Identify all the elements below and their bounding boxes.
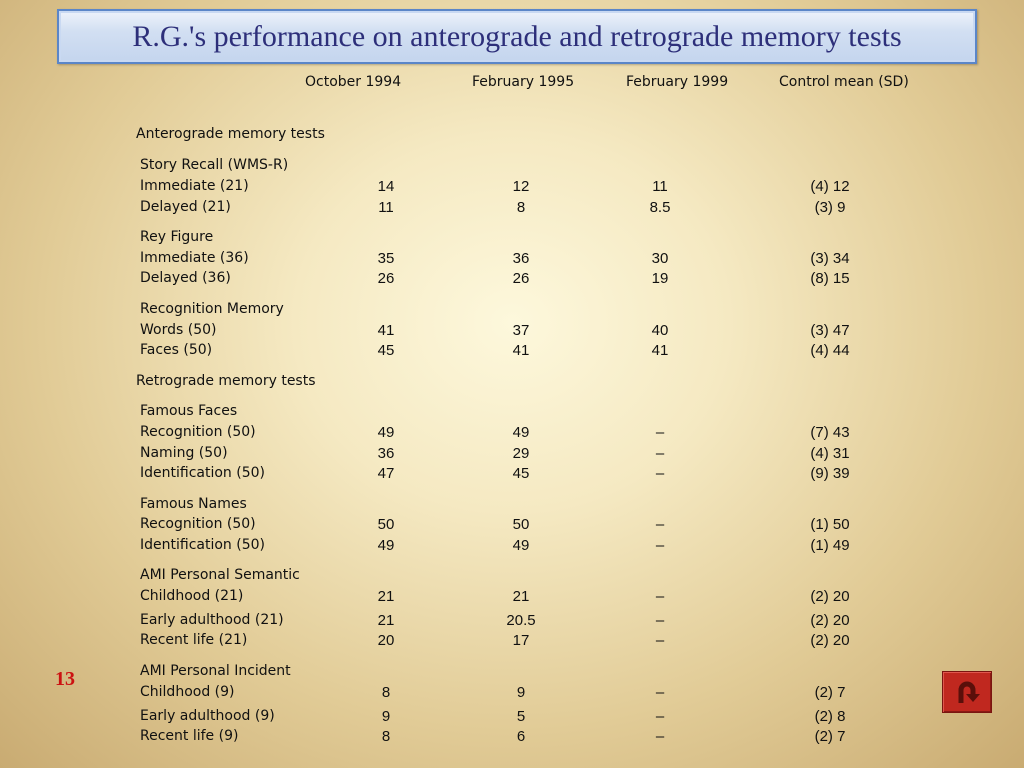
row-label: Identification (50) — [140, 537, 265, 553]
score-cell: 8 — [516, 199, 526, 216]
score-cell: 8 — [381, 684, 391, 701]
row-label: Recognition (50) — [140, 424, 256, 440]
score-cell: 14 — [377, 178, 395, 195]
group-title: AMI Personal Incident — [140, 663, 291, 679]
score-cell: – — [655, 684, 665, 701]
score-cell: – — [655, 424, 665, 441]
group-title-row — [0, 663, 1024, 683]
score-cell: – — [655, 588, 665, 605]
table-row — [0, 322, 1024, 342]
score-cell: (4) 12 — [810, 178, 850, 195]
row-label: Childhood (21) — [140, 588, 244, 604]
score-cell: (4) 44 — [810, 342, 850, 359]
score-cell: 40 — [651, 322, 669, 339]
row-label: Early adulthood (9) — [140, 708, 275, 724]
score-cell: 35 — [377, 250, 395, 267]
score-cell: 19 — [651, 270, 669, 287]
score-cell: 20.5 — [506, 612, 536, 629]
score-cell: 26 — [512, 270, 530, 287]
score-cell: 20 — [377, 632, 395, 649]
table-row — [0, 632, 1024, 652]
row-label: Words (50) — [140, 322, 217, 338]
group-title: Famous Names — [140, 496, 247, 512]
row-label: Early adulthood (21) — [140, 612, 284, 628]
section-heading: Anterograde memory tests — [136, 126, 325, 142]
row-label: Childhood (9) — [140, 684, 235, 700]
score-cell: 9 — [516, 684, 526, 701]
table-row — [0, 250, 1024, 270]
score-cell: 11 — [652, 178, 668, 195]
table-row — [0, 708, 1024, 728]
score-cell: (7) 43 — [810, 424, 850, 441]
slide-number: 13 — [55, 668, 75, 690]
score-cell: 41 — [512, 342, 530, 359]
table-row — [0, 612, 1024, 632]
score-cell: 36 — [377, 445, 395, 462]
score-cell: 29 — [512, 445, 530, 462]
section-heading: Retrograde memory tests — [136, 373, 316, 389]
table-row — [0, 342, 1024, 362]
score-cell: 41 — [651, 342, 669, 359]
score-cell: 45 — [377, 342, 395, 359]
u-turn-arrow-icon — [952, 677, 982, 707]
score-cell: (2) 20 — [810, 612, 850, 629]
row-label: Delayed (36) — [140, 270, 231, 286]
column-header-feb-1995: February 1995 — [472, 74, 575, 90]
return-button[interactable] — [942, 671, 992, 713]
score-cell: (4) 31 — [810, 445, 850, 462]
score-cell: 11 — [378, 199, 394, 216]
table-row — [0, 424, 1024, 444]
row-label: Delayed (21) — [140, 199, 231, 215]
row-label: Faces (50) — [140, 342, 213, 358]
score-cell: (1) 49 — [810, 537, 850, 554]
score-cell: – — [655, 465, 665, 482]
row-label: Recognition (50) — [140, 516, 256, 532]
score-cell: – — [655, 632, 665, 649]
row-label: Identification (50) — [140, 465, 265, 481]
score-cell: 17 — [512, 632, 530, 649]
score-cell: 49 — [377, 537, 395, 554]
column-header-control-mean: Control mean (SD) — [779, 74, 909, 90]
score-cell: 50 — [377, 516, 395, 533]
row-label: Immediate (36) — [140, 250, 249, 266]
score-cell: – — [655, 612, 665, 629]
score-cell: 9 — [381, 708, 391, 725]
table-row — [0, 588, 1024, 608]
score-cell: 26 — [377, 270, 395, 287]
table-row — [0, 178, 1024, 198]
score-cell: (2) 7 — [814, 684, 846, 701]
table-row — [0, 516, 1024, 536]
group-title-row — [0, 496, 1024, 516]
score-cell: 49 — [512, 424, 530, 441]
score-cell: 36 — [512, 250, 530, 267]
score-cell: (3) 34 — [810, 250, 850, 267]
column-header-feb-1999: February 1999 — [626, 74, 729, 90]
table-row — [0, 537, 1024, 557]
table-row — [0, 465, 1024, 485]
score-cell: 6 — [516, 728, 526, 745]
score-cell: 21 — [512, 588, 530, 605]
group-title-row — [0, 403, 1024, 423]
score-cell: 45 — [512, 465, 530, 482]
score-cell: (8) 15 — [810, 270, 850, 287]
score-cell: 8.5 — [649, 199, 671, 216]
group-title-row — [0, 157, 1024, 177]
score-cell: – — [655, 728, 665, 745]
title-banner — [57, 9, 977, 64]
score-cell: (2) 7 — [814, 728, 846, 745]
group-title: Story Recall (WMS-R) — [140, 157, 289, 173]
score-cell: 21 — [377, 588, 395, 605]
table-row — [0, 270, 1024, 290]
group-title: Famous Faces — [140, 403, 238, 419]
group-title: AMI Personal Semantic — [140, 567, 300, 583]
table-row — [0, 684, 1024, 704]
group-title: Recognition Memory — [140, 301, 284, 317]
row-label: Naming (50) — [140, 445, 228, 461]
score-cell: (2) 20 — [810, 588, 850, 605]
row-label: Recent life (21) — [140, 632, 248, 648]
score-cell: – — [655, 445, 665, 462]
score-cell: – — [655, 516, 665, 533]
score-cell: 8 — [381, 728, 391, 745]
score-cell: 12 — [512, 178, 530, 195]
score-cell: 47 — [377, 465, 395, 482]
group-title-row — [0, 301, 1024, 321]
score-cell: 21 — [377, 612, 395, 629]
row-label: Immediate (21) — [140, 178, 249, 194]
group-title-row — [0, 567, 1024, 587]
row-label: Recent life (9) — [140, 728, 239, 744]
group-title-row — [0, 229, 1024, 249]
table-row — [0, 445, 1024, 465]
score-cell: (3) 47 — [810, 322, 850, 339]
score-cell: – — [655, 708, 665, 725]
column-header-oct-1994: October 1994 — [305, 74, 402, 90]
table-row — [0, 728, 1024, 748]
score-cell: (2) 20 — [810, 632, 850, 649]
group-title: Rey Figure — [140, 229, 214, 245]
score-cell: 5 — [516, 708, 526, 725]
score-cell: (9) 39 — [810, 465, 850, 482]
score-cell: (3) 9 — [814, 199, 846, 216]
score-cell: (2) 8 — [814, 708, 846, 725]
score-cell: 50 — [512, 516, 530, 533]
score-cell: 30 — [651, 250, 669, 267]
score-cell: 41 — [377, 322, 395, 339]
score-cell: 37 — [512, 322, 530, 339]
score-cell: 49 — [377, 424, 395, 441]
table-row — [0, 199, 1024, 219]
score-cell: – — [655, 537, 665, 554]
slide-title: R.G.'s performance on anterograde and retrograde memory tests — [132, 19, 902, 53]
score-cell: (1) 50 — [810, 516, 850, 533]
score-cell: 49 — [512, 537, 530, 554]
